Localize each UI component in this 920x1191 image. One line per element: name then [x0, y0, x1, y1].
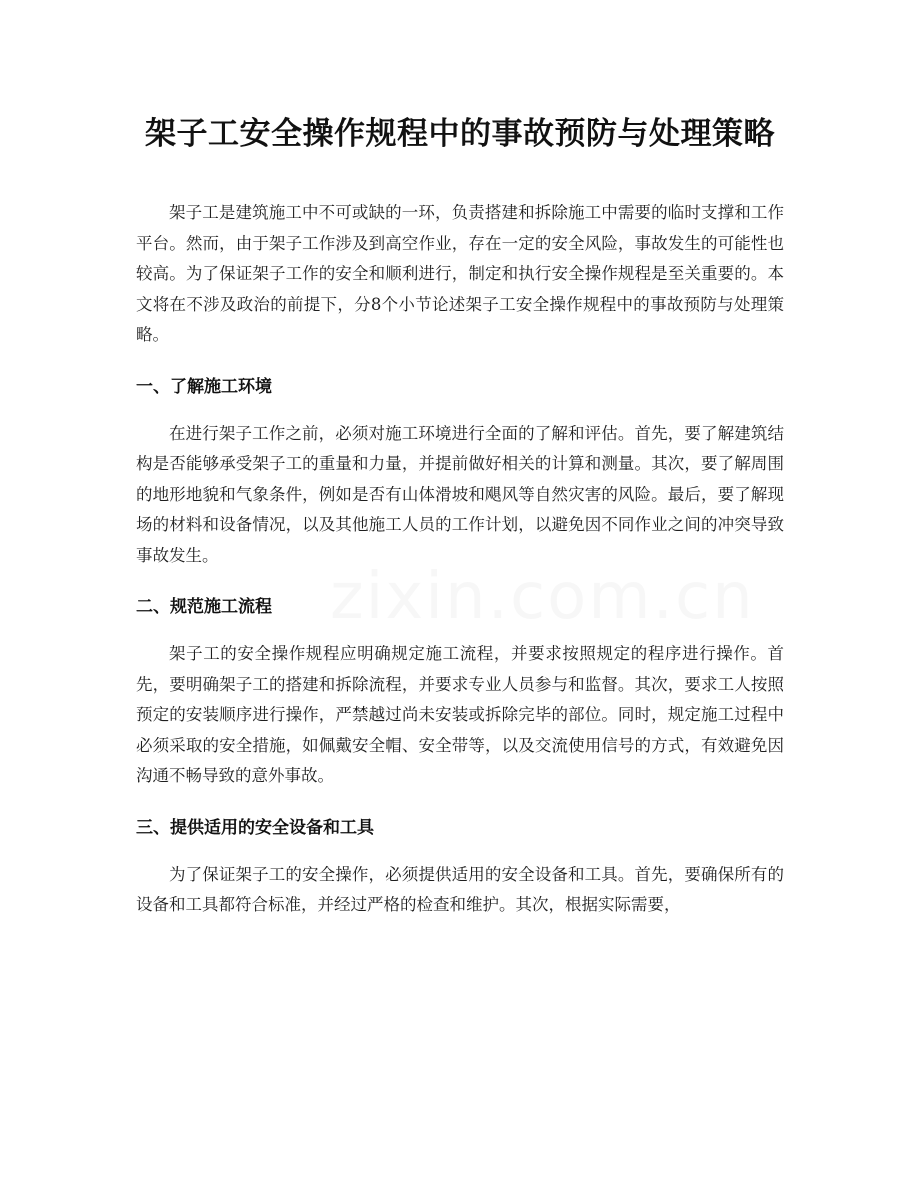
section-2	[136, 593, 784, 792]
section-paragraph: 在进行架子工作之前，必须对施工环境进行全面的了解和评估。首先，要了解建筑结构是否能够承受架子工的重量和力量，并提前做好相关的计算和测量。其次，要了解周围的地形地貌和气象条件，例如是否有山体滑坡和飓风等自然灾害的风险。最后，要了解现场的材料和设备情况，以及其他施工人员的工作计划，以避免因不同作业之间的冲突导致事故发生。	[136, 423, 784, 565]
section-heading: 一、了解施工环境	[136, 376, 272, 397]
watermark: zixin.com.cn	[330, 560, 755, 634]
document-title: 架子工安全操作规程中的事故预防与处理策略	[145, 116, 775, 152]
section-heading: 二、规范施工流程	[136, 597, 272, 617]
section-3	[136, 814, 784, 921]
section-paragraph: 为了保证架子工的安全操作，必须提供适用的安全设备和工具。首先，要确保所有的设备和工具都符合标准，并经过严格的检查和维护。其次，根据实际需要，	[136, 864, 784, 914]
intro-paragraph: 架子工是建筑施工中不可或缺的一环，负责搭建和拆除施工中需要的临时支撑和工作平台。然而，由于架子工作涉及到高空作业，存在一定的安全风险，事故发生的可能性也较高。为了保证架子工作的安全和顺利进行，制定和执行安全操作规程是至关重要的。本文将在不涉及政治的前提下，分8个小节论述架子工安全操作规程中的事故预防与处理策略。	[136, 203, 784, 344]
section-heading: 三、提供适用的安全设备和工具	[136, 817, 374, 838]
section-1	[136, 373, 784, 572]
section-paragraph: 架子工的安全操作规程应明确规定施工流程，并要求按照规定的程序进行操作。首先，要明确架子工的搭建和拆除流程，并要求专业人员参与和监督。其次，要求工人按照预定的安装顺序进行操作，严禁越过尚未安装或拆除完毕的部位。同时，规定施工过程中必须采取的安全措施，如佩戴安全帽、安全带等，以及交流使用信号的方式，有效避免因沟通不畅导致的意外事故。	[136, 644, 784, 785]
